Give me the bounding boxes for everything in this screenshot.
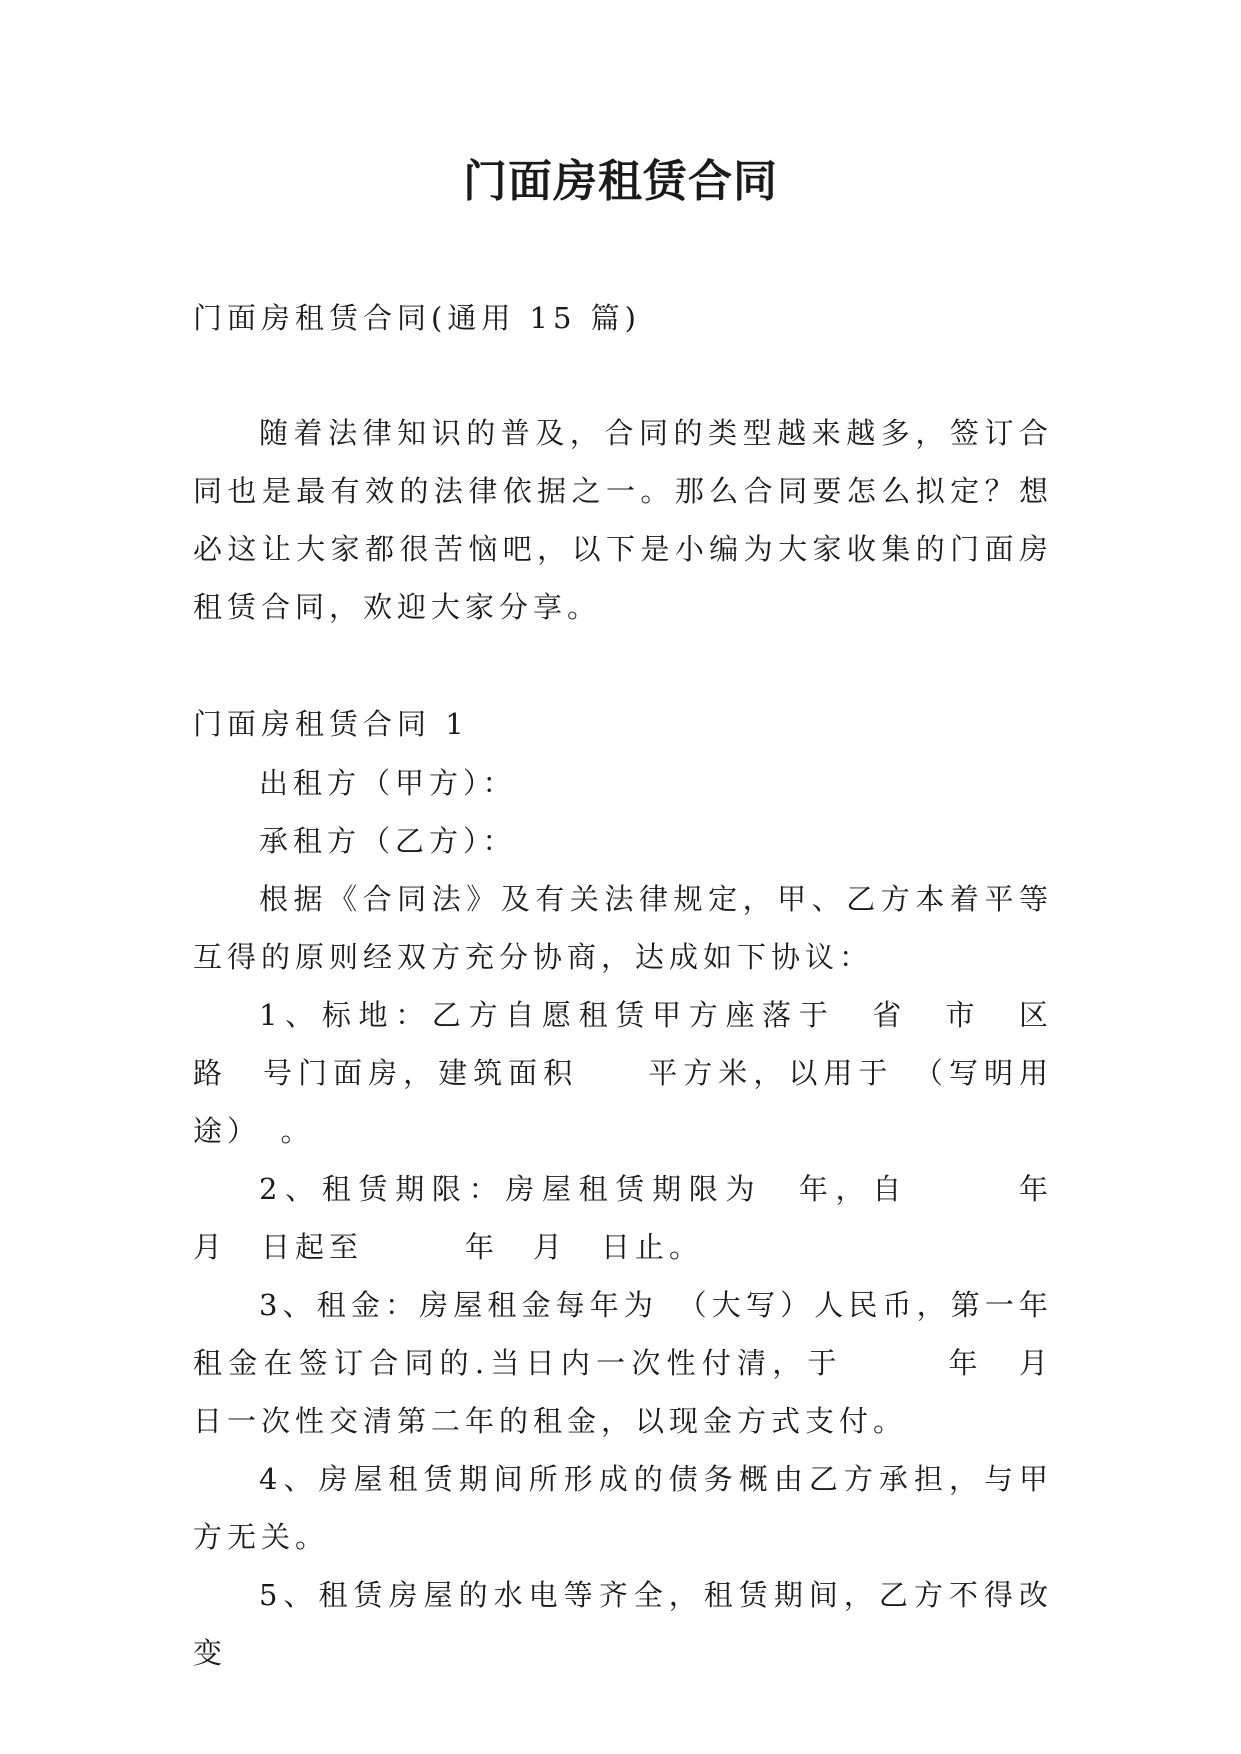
- clause-2: 2、租赁期限：房屋租赁期限为 年，自 年 月 日起至 年 月 日止。: [193, 1172, 1088, 1264]
- party-a-line: 出租方（甲方）：: [259, 766, 517, 800]
- clause-1: 1、标地：乙方自愿租赁甲方座落于 省 市 区 路 号门面房，建筑面积 平方米，以用于 （写明用途） 。: [193, 998, 1088, 1148]
- clause-5: 5、租赁房屋的水电等齐全，租赁期间，乙方不得改变: [193, 1578, 1053, 1670]
- contract-body: [193, 754, 1088, 1682]
- clause-3: 3、租金：房屋租金每年为 （大写）人民币，第一年租金在签订合同的.当日内一次性付清，于 年 月 日一次性交清第二年的租金，以现金方式支付。: [193, 1288, 1088, 1438]
- document-subtitle: 门面房租赁合同(通用 15 篇): [193, 301, 641, 335]
- party-b-line: 承租方（乙方）：: [259, 824, 517, 858]
- intro-paragraph: 随着法律知识的普及，合同的类型越来越多，签订合同也是最有效的法律依据之一。那么合同要怎么拟定？想必这让大家都很苦恼吧，以下是小编为大家收集的门面房租赁合同，欢迎大家分享。: [193, 416, 1053, 624]
- document-title: 门面房租赁合同: [463, 156, 778, 207]
- preamble-paragraph: 根据《合同法》及有关法律规定，甲、乙方本着平等互得的原则经双方充分协商，达成如下协议：: [193, 882, 1053, 974]
- section-heading: 门面房租赁合同 1: [193, 707, 469, 741]
- clause-4: 4、房屋租赁期间所形成的债务概由乙方承担，与甲方无关。: [193, 1462, 1053, 1554]
